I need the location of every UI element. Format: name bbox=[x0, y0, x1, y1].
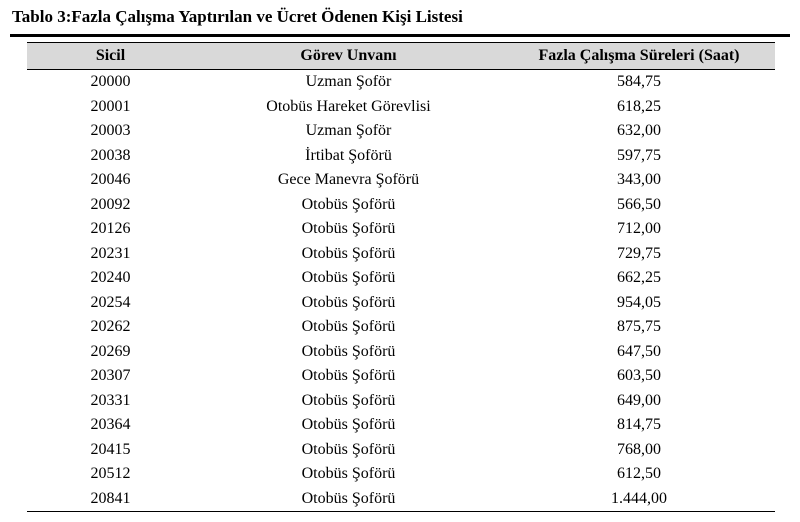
column-header-sicil: Sicil bbox=[27, 43, 194, 70]
table-row bbox=[27, 487, 775, 512]
sicil-cell: 20000 bbox=[90, 73, 131, 91]
table-row bbox=[27, 119, 775, 144]
gorev-unvani-cell: Otobüs Şoförü bbox=[301, 440, 396, 458]
gorev-unvani-cell: Uzman Şoför bbox=[305, 73, 392, 91]
sicil-cell: 20240 bbox=[90, 269, 131, 287]
sicil-cell: 20231 bbox=[90, 244, 131, 262]
table-row bbox=[27, 217, 775, 242]
table-body bbox=[27, 70, 775, 512]
gorev-unvani-cell: Otobüs Şoförü bbox=[301, 244, 396, 262]
table-row bbox=[27, 438, 775, 463]
fazla-calisma-suresi-cell: 612,50 bbox=[617, 465, 661, 483]
fazla-calisma-suresi-cell: 954,05 bbox=[617, 293, 661, 311]
header-row bbox=[27, 43, 775, 70]
sicil-cell: 20003 bbox=[90, 122, 131, 140]
table-row bbox=[27, 389, 775, 414]
sicil-cell: 20001 bbox=[90, 97, 131, 115]
sicil-cell: 20512 bbox=[90, 465, 131, 483]
fazla-calisma-suresi-cell: 814,75 bbox=[617, 416, 661, 434]
sicil-cell: 20046 bbox=[90, 171, 131, 189]
table-row bbox=[27, 315, 775, 340]
table-row bbox=[27, 340, 775, 365]
fazla-calisma-suresi-cell: 618,25 bbox=[617, 97, 661, 115]
table-row bbox=[27, 266, 775, 291]
table-row bbox=[27, 364, 775, 389]
fazla-calisma-suresi-cell: 647,50 bbox=[617, 342, 661, 360]
column-header-gorev-unvani: Görev Unvanı bbox=[194, 43, 503, 70]
column-header-fazla-calisma-sureleri: Fazla Çalışma Süreleri (Saat) bbox=[503, 43, 775, 70]
fazla-calisma-suresi-cell: 662,25 bbox=[617, 269, 661, 287]
table-row bbox=[27, 168, 775, 193]
sicil-cell: 20262 bbox=[90, 318, 131, 336]
gorev-unvani-cell: Otobüs Hareket Görevlisi bbox=[266, 97, 431, 115]
gorev-unvani-cell: Otobüs Şoförü bbox=[301, 220, 396, 238]
sicil-cell: 20126 bbox=[90, 220, 131, 238]
fazla-calisma-suresi-cell: 603,50 bbox=[617, 367, 661, 385]
gorev-unvani-cell: Uzman Şoför bbox=[305, 122, 392, 140]
gorev-unvani-cell: Otobüs Şoförü bbox=[301, 342, 396, 360]
table-row bbox=[27, 95, 775, 120]
fazla-calisma-suresi-cell: 875,75 bbox=[617, 318, 661, 336]
gorev-unvani-cell: Otobüs Şoförü bbox=[194, 487, 503, 512]
table-row bbox=[27, 291, 775, 316]
gorev-unvani-cell: Otobüs Şoförü bbox=[301, 269, 396, 287]
gorev-unvani-cell: İrtibat Şoförü bbox=[305, 146, 392, 164]
gorev-unvani-cell: Otobüs Şoförü bbox=[301, 367, 396, 385]
fazla-calisma-suresi-cell: 768,00 bbox=[617, 440, 661, 458]
fazla-calisma-suresi-cell: 712,00 bbox=[617, 220, 661, 238]
gorev-unvani-cell: Otobüs Şoförü bbox=[301, 391, 396, 409]
fazla-calisma-suresi-cell: 584,75 bbox=[617, 73, 661, 91]
table-row bbox=[27, 462, 775, 487]
table-row bbox=[27, 193, 775, 218]
fazla-calisma-suresi-cell: 649,00 bbox=[617, 391, 661, 409]
sicil-cell: 20415 bbox=[90, 440, 131, 458]
sicil-cell: 20307 bbox=[90, 367, 131, 385]
gorev-unvani-cell: Gece Manevra Şoförü bbox=[277, 171, 420, 189]
sicil-cell: 20092 bbox=[90, 195, 131, 213]
sicil-cell: 20364 bbox=[90, 416, 131, 434]
fazla-calisma-suresi-cell: 597,75 bbox=[617, 146, 661, 164]
table-title: Tablo 3:Fazla Çalışma Yaptırılan ve Ücret Ödenen Kişi Listesi bbox=[12, 7, 463, 26]
table-row bbox=[27, 70, 775, 95]
gorev-unvani-cell: Otobüs Şoförü bbox=[301, 318, 396, 336]
gorev-unvani-cell: Otobüs Şoförü bbox=[301, 416, 396, 434]
fazla-calisma-suresi-cell: 1.444,00 bbox=[503, 487, 775, 512]
gorev-unvani-cell: Otobüs Şoförü bbox=[301, 465, 396, 483]
gorev-unvani-cell: Otobüs Şoförü bbox=[301, 195, 396, 213]
sicil-cell: 20269 bbox=[90, 342, 131, 360]
fazla-calisma-suresi-cell: 632,00 bbox=[617, 122, 661, 140]
fazla-calisma-suresi-cell: 566,50 bbox=[617, 195, 661, 213]
sicil-cell: 20038 bbox=[90, 146, 131, 164]
overtime-table bbox=[27, 42, 775, 512]
table-row bbox=[27, 413, 775, 438]
gorev-unvani-cell: Otobüs Şoförü bbox=[301, 293, 396, 311]
fazla-calisma-suresi-cell: 729,75 bbox=[617, 244, 661, 262]
title-bar bbox=[10, 4, 790, 37]
table-row bbox=[27, 144, 775, 169]
fazla-calisma-suresi-cell: 343,00 bbox=[617, 171, 661, 189]
sicil-cell: 20841 bbox=[27, 487, 194, 512]
sicil-cell: 20331 bbox=[90, 391, 131, 409]
sicil-cell: 20254 bbox=[90, 293, 131, 311]
table-row bbox=[27, 242, 775, 267]
